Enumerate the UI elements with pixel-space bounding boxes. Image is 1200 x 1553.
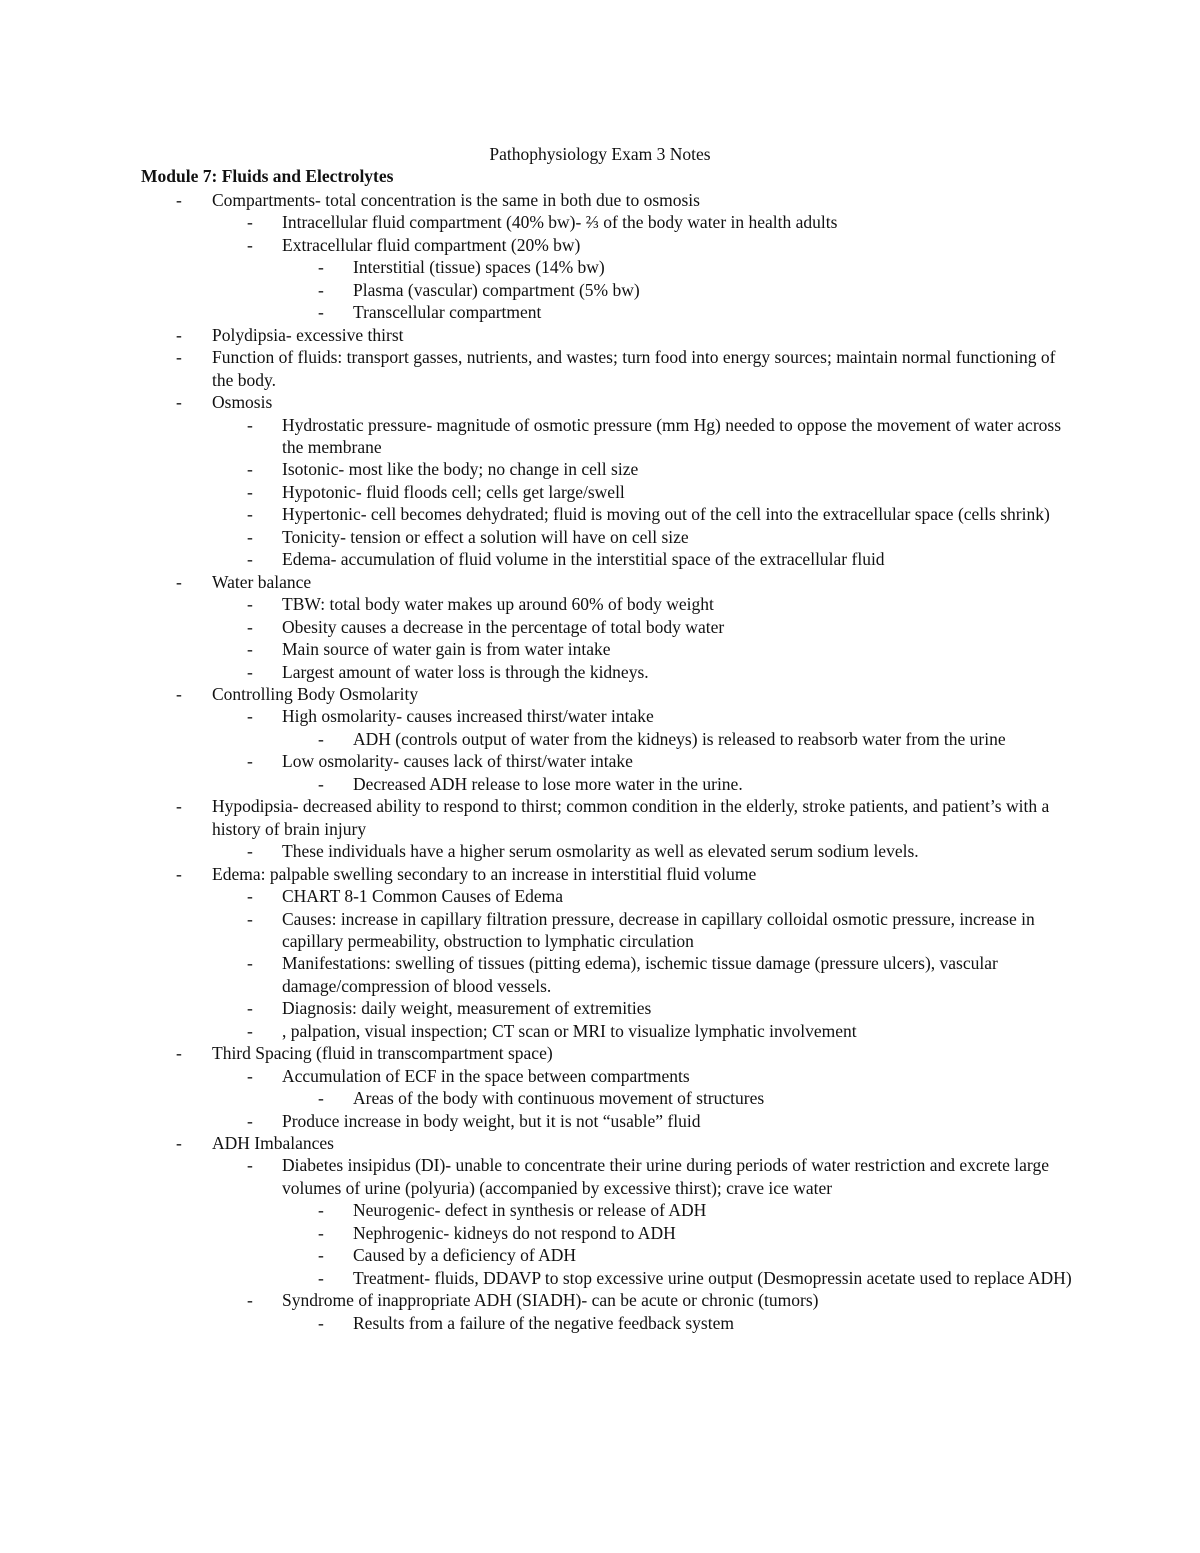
list-item-text: Hypodipsia- decreased ability to respond to thirst; common condition in the elderly, stroke patients, and patient’s with a history of brain injury [212, 796, 1050, 839]
page-title: Pathophysiology Exam 3 Notes [489, 144, 711, 164]
list-item [0, 234, 1200, 256]
list-item [0, 795, 1200, 840]
bullet-dash: - [247, 414, 253, 435]
list-item [0, 863, 1200, 885]
list-item [0, 997, 1200, 1019]
list-item-text: Third Spacing (fluid in transcompartment space) [212, 1043, 553, 1064]
list-item [0, 526, 1200, 548]
bullet-dash: - [176, 392, 182, 413]
list-item-text: Isotonic- most like the body; no change in cell size [282, 459, 639, 480]
bullet-dash: - [318, 773, 324, 794]
list-item-text: Tonicity- tension or effect a solution will have on cell size [282, 526, 689, 547]
list-item-text: Extracellular fluid compartment (20% bw) [282, 234, 581, 255]
list-item [0, 1042, 1200, 1064]
bullet-dash: - [176, 571, 182, 592]
list-item-text: Low osmolarity- causes lack of thirst/water intake [282, 751, 633, 772]
list-item [0, 211, 1200, 233]
list-item-text: Causes: increase in capillary filtration pressure, decrease in capillary colloidal osmotic pressure, increase in capillary permeability, obstruction to lymphatic circulation [282, 908, 1035, 951]
bullet-dash: - [247, 1020, 253, 1041]
list-item [0, 1110, 1200, 1132]
list-item-text: ADH Imbalances [212, 1133, 334, 1154]
bullet-dash: - [318, 1245, 324, 1266]
notes-list [0, 189, 1200, 1334]
bullet-dash: - [176, 863, 182, 884]
bullet-dash: - [247, 459, 253, 480]
bullet-dash: - [247, 549, 253, 570]
list-item [0, 1132, 1200, 1154]
bullet-dash: - [318, 302, 324, 323]
bullet-dash: - [247, 526, 253, 547]
list-item [0, 1222, 1200, 1244]
list-item-text: Hydrostatic pressure- magnitude of osmotic pressure (mm Hg) needed to oppose the movement of water across the membrane [282, 414, 1062, 457]
list-item [0, 593, 1200, 615]
bullet-dash: - [318, 1267, 324, 1288]
list-item [0, 548, 1200, 570]
module-heading: Module 7: Fluids and Electrolytes [141, 166, 394, 186]
list-item [0, 1154, 1200, 1199]
list-item-text: Main source of water gain is from water intake [282, 639, 611, 660]
list-item [0, 773, 1200, 795]
bullet-dash: - [176, 347, 182, 368]
bullet-dash: - [247, 1065, 253, 1086]
list-item [0, 1199, 1200, 1221]
bullet-dash: - [247, 908, 253, 929]
bullet-dash: - [318, 1312, 324, 1333]
list-item-text: Compartments- total concentration is the same in both due to osmosis [212, 190, 700, 210]
list-item-text: Controlling Body Osmolarity [212, 683, 419, 704]
bullet-dash: - [318, 279, 324, 300]
bullet-dash: - [176, 796, 182, 817]
list-item [0, 256, 1200, 278]
bullet-dash: - [318, 1088, 324, 1109]
list-item [0, 1020, 1200, 1042]
list-item [0, 952, 1200, 997]
list-item-text: ADH (controls output of water from the kidneys) is released to reabsorb water from the urine [353, 728, 1006, 749]
list-item [0, 571, 1200, 593]
list-item-text: Polydipsia- excessive thirst [212, 324, 404, 345]
list-item [0, 1244, 1200, 1266]
bullet-dash: - [247, 1110, 253, 1131]
bullet-dash: - [318, 1200, 324, 1221]
list-item-text: Intracellular fluid compartment (40% bw)- ⅔ of the body water in health adults [282, 212, 838, 233]
list-item-text: Results from a failure of the negative feedback system [353, 1312, 734, 1333]
list-item-text: Accumulation of ECF in the space between compartments [282, 1065, 690, 1086]
list-item-text: Edema- accumulation of fluid volume in the interstitial space of the extracellular fluid [282, 549, 885, 570]
list-item [0, 616, 1200, 638]
list-item-text: Plasma (vascular) compartment (5% bw) [353, 279, 640, 300]
list-item [0, 683, 1200, 705]
bullet-dash: - [247, 841, 253, 862]
list-item-text: Obesity causes a decrease in the percentage of total body water [282, 616, 725, 637]
list-item-text: Edema: palpable swelling secondary to an increase in interstitial fluid volume [212, 863, 757, 884]
list-item-text: These individuals have a higher serum osmolarity as well as elevated serum sodium levels. [282, 841, 919, 862]
bullet-dash: - [247, 886, 253, 907]
list-item [0, 458, 1200, 480]
list-item-text: Diabetes insipidus (DI)- unable to concentrate their urine during periods of water restriction and excrete large volumes of urine (polyuria) (accompanied by excessive thirst); crave ice water [282, 1155, 1049, 1198]
bullet-dash: - [176, 1043, 182, 1064]
bullet-dash: - [318, 1222, 324, 1243]
list-item-text: Interstitial (tissue) spaces (14% bw) [353, 257, 605, 278]
list-item-text: Hypotonic- fluid floods cell; cells get large/swell [282, 481, 625, 502]
bullet-dash: - [247, 953, 253, 974]
list-item-text: Neurogenic- defect in synthesis or release of ADH [353, 1200, 707, 1221]
bullet-dash: - [247, 616, 253, 637]
list-item [0, 1289, 1200, 1311]
list-item-text: , palpation, visual inspection; CT scan or MRI to visualize lymphatic involvement [282, 1020, 857, 1041]
list-item [0, 324, 1200, 346]
list-item [0, 189, 1200, 211]
bullet-dash: - [247, 751, 253, 772]
list-item [0, 301, 1200, 323]
list-item [0, 728, 1200, 750]
list-item [0, 346, 1200, 391]
list-item-text: High osmolarity- causes increased thirst/water intake [282, 706, 654, 727]
list-item-text: Nephrogenic- kidneys do not respond to ADH [353, 1222, 676, 1243]
list-item [0, 638, 1200, 660]
bullet-dash: - [247, 998, 253, 1019]
list-item-text: Areas of the body with continuous movement of structures [353, 1088, 765, 1109]
bullet-dash: - [176, 324, 182, 345]
bullet-dash: - [247, 594, 253, 615]
list-item [0, 414, 1200, 459]
list-item-text: Water balance [212, 571, 312, 592]
list-item [0, 503, 1200, 525]
list-item-text: Produce increase in body weight, but it is not “usable” fluid [282, 1110, 701, 1131]
list-item-text: Diagnosis: daily weight, measurement of extremities [282, 998, 652, 1019]
list-item [0, 750, 1200, 772]
list-item-text: CHART 8-1 Common Causes of Edema [282, 886, 564, 907]
bullet-dash: - [318, 257, 324, 278]
list-item [0, 481, 1200, 503]
list-item-text: Osmosis [212, 392, 273, 413]
bullet-dash: - [247, 706, 253, 727]
list-item [0, 1267, 1200, 1289]
bullet-dash: - [247, 234, 253, 255]
list-item-text: TBW: total body water makes up around 60% of body weight [282, 594, 714, 615]
list-item-text: Hypertonic- cell becomes dehydrated; fluid is moving out of the cell into the extracellular space (cells shrink) [282, 504, 1050, 525]
list-item-text: Treatment- fluids, DDAVP to stop excessive urine output (Desmopressin acetate used to replace ADH) [353, 1267, 1072, 1288]
list-item-text: Decreased ADH release to lose more water in the urine. [353, 773, 743, 794]
bullet-dash: - [176, 683, 182, 704]
list-item [0, 1087, 1200, 1109]
bullet-dash: - [247, 212, 253, 233]
bullet-dash: - [318, 728, 324, 749]
list-item [0, 1312, 1200, 1334]
bullet-dash: - [247, 639, 253, 660]
list-item [0, 661, 1200, 683]
bullet-dash: - [247, 1155, 253, 1176]
list-item [0, 908, 1200, 953]
bullet-dash: - [247, 1290, 253, 1311]
bullet-dash: - [247, 504, 253, 525]
list-item-text: Function of fluids: transport gasses, nutrients, and wastes; turn food into energy sources; maintain normal functioning of the body. [212, 347, 1056, 390]
list-item-text: Largest amount of water loss is through the kidneys. [282, 661, 649, 682]
list-item [0, 840, 1200, 862]
bullet-dash: - [247, 661, 253, 682]
list-item [0, 391, 1200, 413]
bullet-dash: - [247, 481, 253, 502]
list-item [0, 885, 1200, 907]
bullet-dash: - [176, 190, 182, 210]
list-item [0, 279, 1200, 301]
list-item-text: Transcellular compartment [353, 302, 542, 323]
list-item [0, 1065, 1200, 1087]
list-item-text: Syndrome of inappropriate ADH (SIADH)- can be acute or chronic (tumors) [282, 1290, 819, 1311]
list-item-text: Manifestations: swelling of tissues (pitting edema), ischemic tissue damage (pressure ulcers), vascular damage/compression of blood vessels. [282, 953, 998, 996]
list-item [0, 705, 1200, 727]
bullet-dash: - [176, 1133, 182, 1154]
list-item-text: Caused by a deficiency of ADH [353, 1245, 577, 1266]
